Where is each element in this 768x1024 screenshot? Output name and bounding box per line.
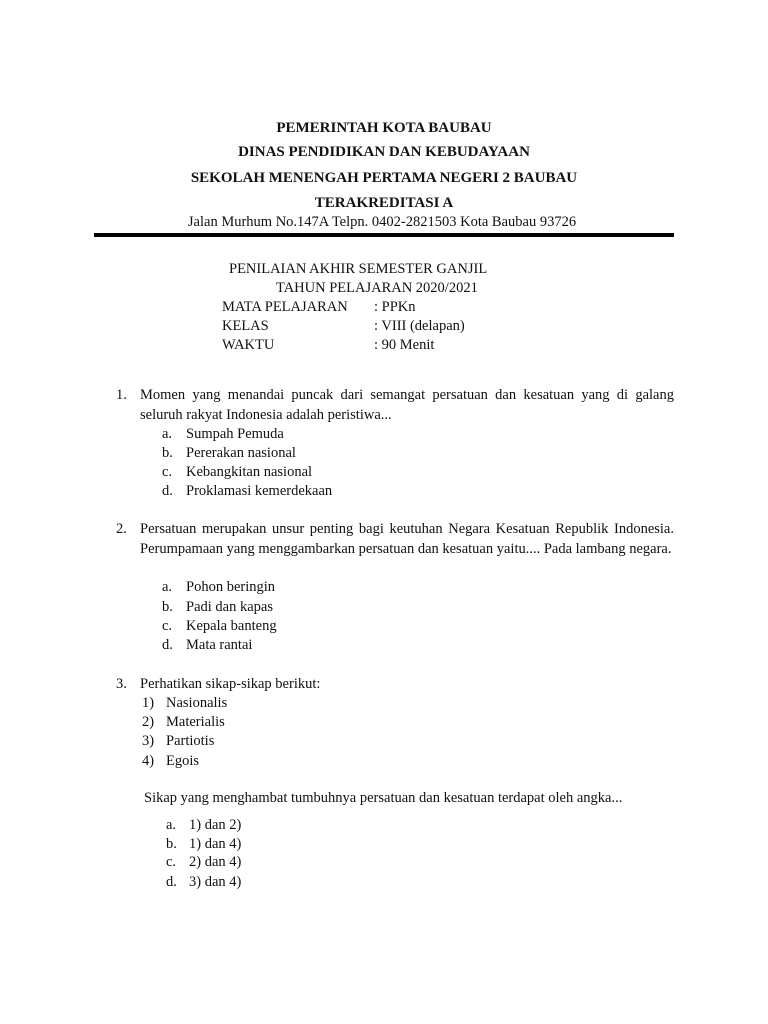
list-key: 1) [142, 695, 155, 711]
option-text: Kebangkitan nasional [186, 464, 313, 480]
option-text: 1) dan 4) [189, 836, 242, 852]
info-value: : 90 Menit [374, 337, 435, 353]
option-key: c. [166, 854, 177, 870]
header-accreditation: TERAKREDITASI A [314, 195, 454, 211]
info-value: : PPKn [374, 299, 416, 315]
option-key: c. [162, 464, 173, 480]
option-key: b. [162, 445, 173, 461]
header-divider [94, 233, 674, 237]
list-text: Materialis [166, 714, 225, 730]
question-prompt: Sikap yang menghambat tumbuhnya persatuan dan kesatuan terdapat oleh angka... [144, 790, 623, 806]
option-key: b. [162, 599, 173, 615]
info-label: MATA PELAJARAN [222, 299, 348, 315]
question-number: 3. [116, 676, 127, 692]
list-text: Nasionalis [166, 695, 228, 711]
question-number: 1. [116, 387, 127, 403]
option-key: d. [162, 483, 173, 499]
list-text: Egois [166, 753, 200, 769]
header-school: SEKOLAH MENENGAH PERTAMA NEGERI 2 BAUBAU [190, 170, 578, 186]
list-key: 2) [142, 714, 155, 730]
option-text: Kepala banteng [186, 618, 277, 634]
option-key: d. [162, 637, 173, 653]
header-department: DINAS PENDIDIKAN DAN KEBUDAYAAN [238, 144, 530, 160]
option-key: b. [166, 836, 177, 852]
option-text: Pererakan nasional [186, 445, 296, 461]
option-key: a. [166, 817, 177, 833]
question-text: Persatuan merupakan unsur penting bagi keutuhan Negara Kesatuan Republik Indonesia. Perumpamaan yang menggambarkan persatuan dan kesatuan yaitu.... Pada lambang negara. [140, 521, 674, 557]
info-value: : VIII (delapan) [374, 318, 465, 334]
question-number: 2. [116, 521, 127, 537]
question-text: Perhatikan sikap-sikap berikut: [140, 676, 321, 692]
info-label: WAKTU [222, 337, 275, 353]
exam-title: PENILAIAN AKHIR SEMESTER GANJIL [229, 261, 488, 277]
option-text: Proklamasi kemerdekaan [186, 483, 333, 499]
exam-year: TAHUN PELAJARAN 2020/2021 [276, 280, 478, 296]
option-key: a. [162, 579, 173, 595]
option-text: 2) dan 4) [189, 854, 242, 870]
option-key: c. [162, 618, 173, 634]
header-government: PEMERINTAH KOTA BAUBAU [276, 120, 492, 136]
info-label: KELAS [222, 318, 269, 334]
option-text: 1) dan 2) [189, 817, 242, 833]
option-key: d. [166, 874, 177, 890]
list-key: 3) [142, 733, 155, 749]
option-text: Pohon beringin [186, 579, 276, 595]
option-text: 3) dan 4) [189, 874, 242, 890]
list-text: Partiotis [166, 733, 215, 749]
option-key: a. [162, 426, 173, 442]
option-text: Sumpah Pemuda [186, 426, 284, 442]
option-text: Padi dan kapas [186, 599, 273, 615]
option-text: Mata rantai [186, 637, 253, 653]
header-address: Jalan Murhum No.147A Telpn. 0402-2821503 Kota Baubau 93726 [187, 214, 577, 230]
question-text: Momen yang menandai puncak dari semangat persatuan dan kesatuan yang di galang seluruh rakyat Indonesia adalah peristiwa... [140, 387, 674, 423]
list-key: 4) [142, 753, 155, 769]
